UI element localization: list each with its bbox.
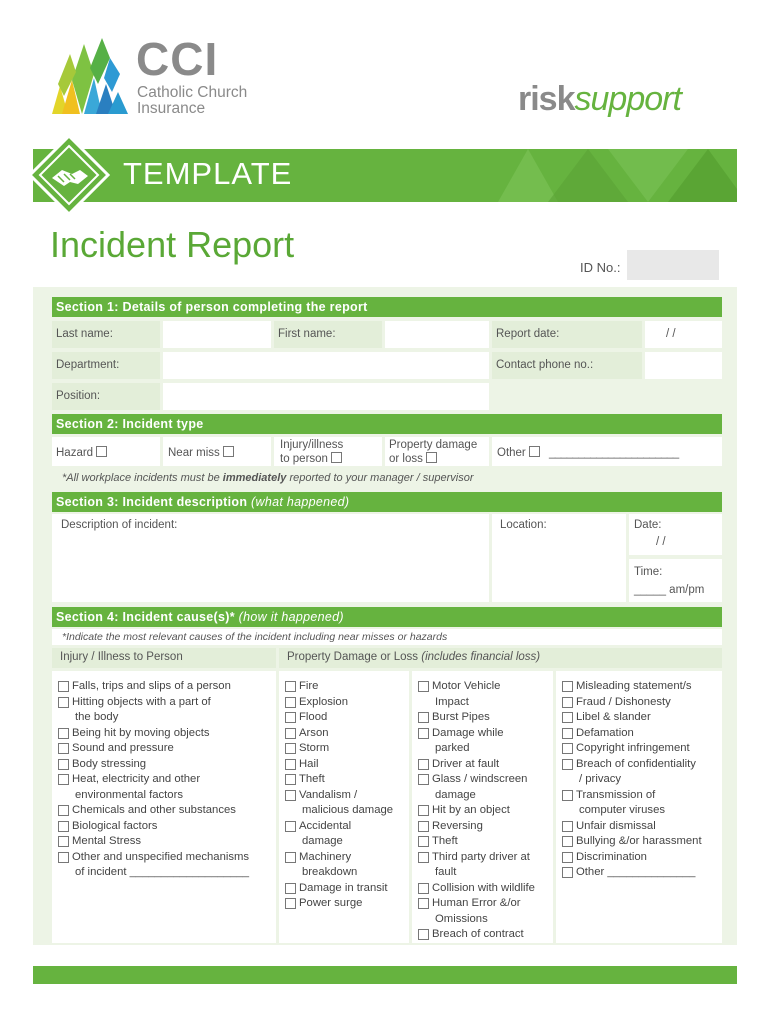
cause-option[interactable] (58, 803, 276, 819)
cause-option[interactable] (418, 896, 553, 927)
cause-label-line: Chemicals and other substances (72, 804, 236, 816)
section1-header: Section 1: Details of person completing the report (52, 297, 722, 317)
section3-title: Section 3: Incident description (56, 495, 252, 509)
col2-title-italic: (includes financial loss) (421, 651, 541, 663)
cause-list-vehicle (412, 671, 553, 943)
cause-label-line: the body (75, 711, 119, 723)
hazard-label: Hazard (56, 447, 94, 459)
cause-option[interactable] (562, 726, 722, 742)
cause-label (299, 726, 329, 742)
cause-option[interactable] (58, 679, 276, 695)
first-name-field[interactable] (385, 321, 489, 348)
cause-label (576, 834, 702, 850)
cause-label-line: Machinery (299, 850, 352, 863)
cause-label (299, 679, 318, 695)
cause-label-line: Breach of confidentiality (576, 757, 696, 770)
cause-label (576, 757, 696, 788)
section3-title-italic: (what happened) (251, 495, 350, 509)
cause-checkbox[interactable] (285, 697, 296, 708)
cause-checkbox[interactable] (58, 774, 69, 785)
cause-label (299, 896, 362, 912)
id-input[interactable] (627, 250, 719, 280)
date-label: Date: (634, 519, 662, 531)
cause-checkbox[interactable] (418, 898, 429, 909)
handshake-icon (28, 134, 110, 216)
cause-label (432, 896, 521, 927)
cause-label (299, 819, 351, 850)
injury-option[interactable] (280, 438, 343, 466)
cause-option[interactable] (58, 819, 276, 835)
other-line[interactable]: ______________________ (548, 447, 679, 459)
cause-label-line: Being hit by moving objects (72, 726, 210, 739)
cause-checkbox[interactable] (418, 805, 429, 816)
cause-checkbox[interactable] (285, 774, 296, 785)
cause-label-line: computer viruses (579, 804, 666, 816)
cause-option[interactable] (58, 741, 276, 757)
cause-option[interactable] (285, 741, 409, 757)
hazard-checkbox[interactable] (96, 446, 107, 457)
cause-list-injury (52, 671, 276, 943)
cause-label-line: Damage in transit (299, 881, 388, 894)
cause-option[interactable] (418, 772, 553, 803)
cause-label-line: of incident ___________________ (75, 866, 250, 878)
cause-label (432, 850, 530, 881)
cause-label-line: Breach of contract (432, 928, 524, 940)
cause-option[interactable] (285, 679, 409, 695)
cause-option[interactable] (418, 710, 553, 726)
cause-option[interactable] (285, 850, 409, 881)
cause-option[interactable] (285, 772, 409, 788)
cci-logo-mark (50, 34, 135, 116)
cause-checkbox[interactable] (58, 743, 69, 754)
property-label-1: Property damage (389, 439, 478, 451)
cause-label-line: Misleading statement/s (576, 680, 692, 692)
hazard-option[interactable] (56, 446, 107, 459)
banner-title: TEMPLATE (123, 156, 293, 191)
near-miss-label: Near miss (168, 447, 220, 459)
cause-checkbox[interactable] (418, 712, 429, 723)
cause-label (72, 695, 211, 726)
cause-label (432, 881, 535, 897)
cause-option[interactable] (285, 896, 409, 912)
cause-checkbox[interactable] (418, 929, 429, 940)
cause-checkbox[interactable] (418, 836, 429, 847)
cause-label-line: Discrimination (576, 850, 647, 863)
cause-label-line: Other ______________ (576, 866, 696, 878)
cause-label-line: Body stressing (72, 757, 147, 770)
risk-text: risk (518, 80, 575, 118)
contact-phone-label: Contact phone no.: (492, 352, 642, 379)
cause-option[interactable] (418, 850, 553, 881)
cause-option[interactable] (418, 819, 553, 835)
brand-subtitle (137, 85, 247, 117)
cause-checkbox[interactable] (562, 821, 573, 832)
cause-label (576, 726, 634, 742)
cause-option[interactable] (58, 772, 276, 803)
cause-checkbox[interactable] (285, 759, 296, 770)
section4-note: *Indicate the most relevant causes of the incident including near misses or hazards (62, 631, 448, 643)
cause-option[interactable] (562, 865, 722, 881)
cause-option[interactable] (562, 788, 722, 819)
cause-label-line: Heat, electricity and other (72, 773, 201, 785)
cause-label (299, 772, 325, 788)
note-part-a: *All workplace incidents must be (62, 472, 223, 484)
cause-checkbox[interactable] (418, 852, 429, 863)
cause-label-line: Collision with wildlife (432, 881, 535, 894)
cause-checkbox[interactable] (562, 743, 573, 754)
cause-label (432, 710, 490, 726)
cause-label (299, 695, 348, 711)
cause-option[interactable] (562, 695, 722, 711)
cause-option[interactable] (58, 757, 276, 773)
cause-label (576, 788, 665, 819)
cause-label-line: Sound and pressure (72, 742, 174, 754)
cause-checkbox[interactable] (58, 697, 69, 708)
cause-option[interactable] (285, 710, 409, 726)
cause-label (576, 695, 671, 711)
cause-label (299, 850, 357, 881)
note-emphasis: immediately (222, 472, 287, 484)
position-label: Position: (52, 383, 160, 410)
cause-label-line: Storm (299, 742, 330, 754)
cause-option[interactable] (562, 741, 722, 757)
cause-option[interactable] (562, 757, 722, 788)
cause-label (432, 834, 458, 850)
other-label: Other (497, 447, 526, 459)
position-field[interactable] (163, 383, 489, 410)
cause-label-line: Third party driver at (432, 850, 530, 863)
cause-label-line: Libel & slander (576, 711, 651, 723)
cause-checkbox[interactable] (562, 681, 573, 692)
cause-label (72, 803, 236, 819)
cause-label-line: Biological factors (72, 819, 158, 832)
cause-label-line: Theft (299, 773, 325, 785)
cause-option[interactable] (418, 881, 553, 897)
cause-label-line: Defamation (576, 726, 634, 739)
cause-checkbox[interactable] (285, 681, 296, 692)
cause-option[interactable] (418, 726, 553, 757)
near-miss-option[interactable] (168, 446, 234, 459)
report-date-label: Report date: (492, 321, 642, 348)
brand-line1: Catholic Church (137, 84, 248, 101)
cause-label (432, 819, 483, 835)
cause-checkbox[interactable] (562, 790, 573, 801)
cause-label-line: damage (302, 835, 343, 847)
cause-checkbox[interactable] (58, 852, 69, 863)
cause-label-line: Burst Pipes (432, 711, 490, 723)
last-name-field[interactable] (163, 321, 271, 348)
cause-option[interactable] (58, 834, 276, 850)
section2-header: Section 2: Incident type (52, 414, 722, 434)
cause-option[interactable] (58, 850, 276, 881)
cause-label-line: Transmission of (576, 788, 656, 801)
cause-label-line: Flood (299, 711, 328, 723)
cause-checkbox[interactable] (285, 821, 296, 832)
cause-label-line: Arson (299, 726, 329, 739)
date-placeholder: / / (656, 536, 666, 548)
property-label-2: or loss (389, 453, 423, 465)
cause-checkbox[interactable] (418, 883, 429, 894)
cause-option[interactable] (285, 788, 409, 819)
cause-label-line: Falls, trips and slips of a person (72, 680, 231, 692)
cause-label-line: Theft (432, 835, 458, 847)
cause-label-line: Explosion (299, 695, 348, 708)
col1-title: Injury / Illness to Person (52, 648, 276, 668)
location-label: Location: (500, 519, 547, 531)
cause-checkbox[interactable] (562, 759, 573, 770)
cause-checkbox[interactable] (58, 805, 69, 816)
cause-list-financial (556, 671, 722, 943)
cause-option[interactable] (418, 834, 553, 850)
cause-checkbox[interactable] (58, 759, 69, 770)
cause-option[interactable] (418, 803, 553, 819)
cause-label-line: breakdown (302, 866, 358, 878)
report-date-field[interactable] (645, 321, 722, 348)
cause-checkbox[interactable] (418, 759, 429, 770)
cause-checkbox[interactable] (285, 790, 296, 801)
cause-label-line: Omissions (435, 912, 488, 925)
cause-option[interactable] (562, 679, 722, 695)
cause-option[interactable] (562, 819, 722, 835)
cause-checkbox[interactable] (562, 728, 573, 739)
cause-checkbox[interactable] (285, 728, 296, 739)
cause-checkbox[interactable] (562, 867, 573, 878)
injury-label-2: to person (280, 453, 328, 465)
cause-option[interactable] (285, 819, 409, 850)
cause-label-line: Accidental (299, 819, 352, 832)
cause-label-line: Other and unspecified mechanisms (72, 850, 250, 863)
cause-label (576, 710, 651, 726)
section4-header (52, 607, 722, 627)
cause-label-line: Human Error &/or (432, 897, 521, 909)
cause-label (72, 726, 210, 742)
cause-label (576, 819, 656, 835)
brand-line2: Insurance (137, 100, 206, 117)
section4-title: Section 4: Incident cause(s)* (56, 610, 239, 624)
cause-checkbox[interactable] (58, 821, 69, 832)
cause-label (432, 772, 527, 803)
col2-title-text: Property Damage or Loss (287, 651, 422, 663)
report-date-placeholder: / / (666, 328, 676, 340)
cause-checkbox[interactable] (562, 697, 573, 708)
cause-label-line: malicious damage (302, 804, 394, 816)
cause-label (72, 741, 174, 757)
document-title: Incident Report (50, 224, 295, 265)
cause-label (72, 850, 249, 881)
cause-label-line: environmental factors (75, 788, 183, 801)
cause-label-line: parked (435, 742, 470, 754)
near-miss-checkbox[interactable] (223, 446, 234, 457)
section2-note (62, 472, 473, 484)
footer-bar (33, 966, 737, 984)
cause-label (576, 865, 695, 881)
cause-option[interactable] (285, 881, 409, 897)
col2-title (279, 648, 722, 668)
cause-label (299, 757, 318, 773)
cause-label (72, 679, 231, 695)
description-label: Description of incident: (61, 519, 178, 531)
other-checkbox[interactable] (529, 446, 540, 457)
cause-label-line: Hail (299, 757, 319, 770)
property-checkbox[interactable] (426, 452, 437, 463)
cause-label (299, 710, 327, 726)
time-placeholder: _____ am/pm (634, 584, 705, 596)
cause-option[interactable] (285, 757, 409, 773)
id-label: ID No.: (580, 260, 621, 275)
department-field[interactable] (163, 352, 489, 379)
cause-label-line: / privacy (579, 773, 622, 785)
cause-label (432, 927, 524, 943)
first-name-label: First name: (274, 321, 382, 348)
cause-label (72, 834, 141, 850)
banner-decoration (478, 149, 737, 202)
cause-label-line: Vandalism / (299, 788, 358, 801)
cause-option[interactable] (418, 927, 553, 943)
cause-option[interactable] (285, 726, 409, 742)
time-label: Time: (634, 566, 663, 578)
section3-header (52, 492, 722, 512)
contact-phone-field[interactable] (645, 352, 722, 379)
risksupport-logo (518, 80, 681, 119)
cause-label (432, 726, 504, 757)
cause-label-line: Hitting objects with a part of (72, 695, 211, 708)
cause-label-line: Unfair dismissal (576, 819, 656, 832)
cause-label-line: Fire (299, 680, 319, 692)
cause-option[interactable] (58, 695, 276, 726)
cause-label (576, 741, 690, 757)
cause-label-line: Impact (435, 695, 469, 708)
cause-option[interactable] (418, 679, 553, 710)
cause-label-line: Copyright infringement (576, 742, 690, 754)
cause-label (299, 741, 329, 757)
cause-list-property (279, 671, 409, 943)
cause-option[interactable] (285, 695, 409, 711)
cause-label (432, 679, 500, 710)
section4-title-italic: (how it happened) (238, 610, 344, 624)
cause-checkbox[interactable] (418, 728, 429, 739)
cause-option[interactable] (58, 726, 276, 742)
cause-checkbox[interactable] (285, 898, 296, 909)
cause-option[interactable] (418, 757, 553, 773)
cause-label-line: Motor Vehicle (432, 680, 501, 692)
last-name-label: Last name: (52, 321, 160, 348)
cause-label-line: Bullying &/or harassment (576, 835, 702, 847)
cause-label (432, 803, 510, 819)
cause-label-line: fault (435, 866, 457, 878)
cause-checkbox[interactable] (562, 712, 573, 723)
cause-label-line: Mental Stress (72, 835, 142, 847)
cause-checkbox[interactable] (418, 774, 429, 785)
cause-checkbox[interactable] (418, 681, 429, 692)
cause-checkbox[interactable] (418, 821, 429, 832)
cause-label (299, 788, 393, 819)
cause-checkbox[interactable] (58, 681, 69, 692)
note-part-c: reported to your manager / supervisor (286, 472, 474, 484)
cause-label-line: damage (435, 788, 476, 801)
cause-label (72, 757, 146, 773)
injury-checkbox[interactable] (331, 452, 342, 463)
cause-label-line: Reversing (432, 819, 483, 832)
other-option[interactable] (497, 446, 679, 459)
brand-name: CCI (136, 33, 219, 85)
cause-checkbox[interactable] (58, 728, 69, 739)
cause-label-line: Driver at fault (432, 757, 500, 770)
cause-label (576, 850, 647, 866)
property-option[interactable] (389, 438, 477, 466)
cause-option[interactable] (562, 834, 722, 850)
cause-checkbox[interactable] (562, 836, 573, 847)
cause-label-line: Damage while (432, 726, 504, 739)
cause-checkbox[interactable] (285, 743, 296, 754)
cause-label-line: Fraud / Dishonesty (576, 695, 671, 708)
cause-checkbox[interactable] (562, 852, 573, 863)
cause-label (72, 772, 200, 803)
department-label: Department: (52, 352, 160, 379)
cause-label-line: Power surge (299, 897, 363, 909)
cause-label-line: Hit by an object (432, 804, 510, 816)
cause-checkbox[interactable] (58, 836, 69, 847)
cause-label (299, 881, 388, 897)
injury-label-1: Injury/illness (280, 439, 344, 451)
cause-option[interactable] (562, 710, 722, 726)
support-text: support (574, 80, 681, 118)
cause-label (72, 819, 157, 835)
cause-label (576, 679, 692, 695)
cause-checkbox[interactable] (285, 712, 296, 723)
cause-label-line: Glass / windscreen (432, 773, 528, 785)
cause-label (432, 757, 499, 773)
cause-option[interactable] (562, 850, 722, 866)
cause-checkbox[interactable] (285, 852, 296, 863)
cause-checkbox[interactable] (285, 883, 296, 894)
